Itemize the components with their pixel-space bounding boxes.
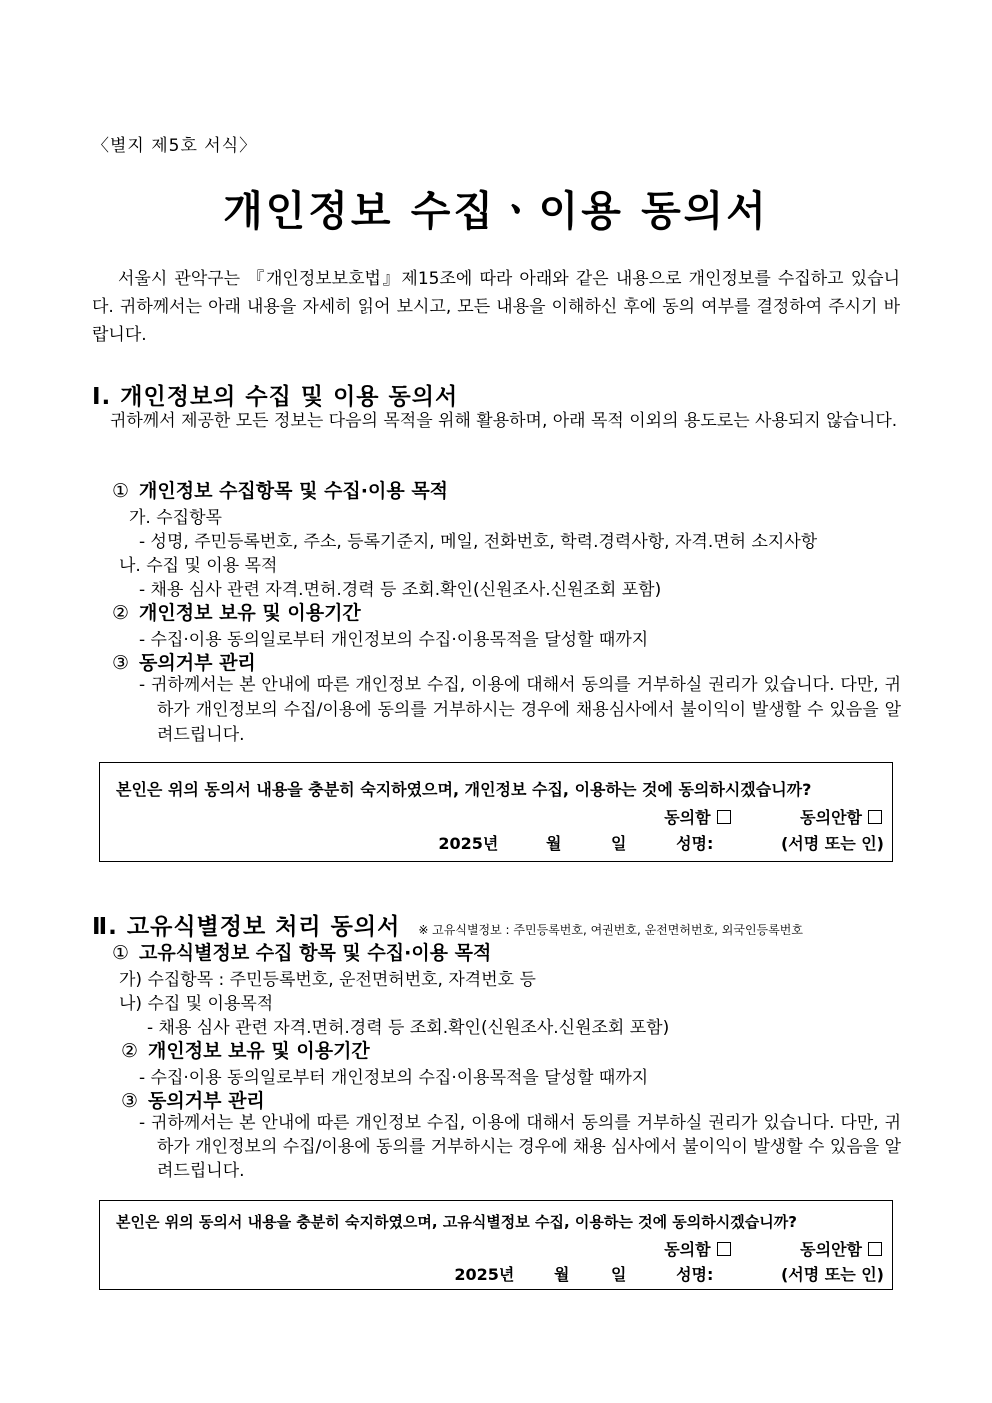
day-label: 일	[611, 834, 627, 853]
consent-options	[664, 805, 882, 828]
section1-sub3-item: - 귀하께서는 본 안내에 따른 개인정보 수집, 이용에 대해서 동의를 거부하실 권리가 있습니다. 다만, 귀하가 개인정보의 수집/이용에 동의를 거부하시는 경우에 채용심사에서 불이익이 발생할 수 있음을 알려드립니다.	[139, 675, 901, 745]
intro-text: 서울시 관악구는 『개인정보보호법』제15조에 따라 아래와 같은 내용으로 개인정보를 수집하고 있습니다. 귀하께서는 아래 내용을 자세히 읽어 보시고, 모든 내용을 이해하신 후에 동의 여부를 결정하여 주시기 바랍니다.	[92, 269, 900, 345]
year-label: 2025년	[454, 1265, 515, 1284]
section2-sub3-heading	[121, 1086, 265, 1113]
sign-note: (서명 또는 인)	[780, 834, 884, 853]
section1-a-item: - 성명, 주민등록번호, 주소, 등록기준지, 메일, 전화번호, 학력.경력사항, 자격.면허 소지사항	[139, 532, 818, 552]
disagree-option[interactable]	[800, 805, 882, 828]
disagree-option[interactable]	[800, 1237, 882, 1260]
section1-heading: Ⅰ. 개인정보의 수집 및 이용 동의서	[92, 384, 459, 410]
sub-title: 동의거부 관리	[139, 652, 256, 674]
sub-title: 개인정보 보유 및 이용기간	[139, 602, 361, 624]
section2-heading-row	[92, 908, 803, 941]
section1-b-item: - 채용 심사 관련 자격.면허.경력 등 조회.확인(신원조사.신원조회 포함)	[139, 580, 662, 600]
section1-sub3-heading	[112, 648, 256, 675]
document-title: 개인정보 수집ㆍ이용 동의서	[223, 187, 769, 235]
disagree-label: 동의안함	[800, 1240, 862, 1259]
form-label: 〈별지 제5호 서식〉	[92, 136, 258, 156]
consent-options	[664, 1237, 882, 1260]
month-label: 월	[553, 1265, 570, 1284]
circled-number: ①	[112, 480, 130, 502]
section2-sub2-item: - 수집·이용 동의일로부터 개인정보의 수집·이용목적을 달성할 때까지	[139, 1068, 649, 1088]
consent-box-1	[99, 762, 893, 862]
section1-sub1-heading	[112, 476, 448, 503]
agree-option[interactable]	[664, 1237, 730, 1260]
sign-label: 성명:	[676, 834, 714, 853]
section2-note: ※ 고유식별정보 : 주민등록번호, 여권번호, 운전면허번호, 외국인등록번호	[418, 923, 803, 937]
circled-number: ②	[121, 1040, 139, 1062]
section1-sub2-heading	[112, 598, 361, 625]
section2-sub3-item: - 귀하께서는 본 안내에 따른 개인정보 수집, 이용에 대해서 동의를 거부하실 권리가 있습니다. 다만, 귀하가 개인정보의 수집/이용에 동의를 거부하시는 경우에 채용 심사에서 불이익이 발생할 수 있음을 알려드립니다.	[139, 1113, 901, 1181]
month-label: 월	[545, 834, 562, 853]
agree-checkbox[interactable]	[717, 1242, 731, 1256]
consent-box-2	[99, 1200, 893, 1290]
agree-label: 동의함	[664, 1240, 711, 1259]
sub-title: 개인정보 수집항목 및 수집·이용 목적	[139, 480, 449, 502]
section2-sub2-heading	[121, 1036, 370, 1063]
circled-number: ②	[112, 602, 130, 624]
sub-title: 동의거부 관리	[148, 1090, 265, 1112]
consent-question: 본인은 위의 동의서 내용을 충분히 숙지하였으며, 개인정보 수집, 이용하는 것에 동의하시겠습니까?	[116, 780, 812, 799]
agree-option[interactable]	[664, 805, 730, 828]
year-label: 2025년	[438, 834, 499, 853]
section1-a-label: 가. 수집항목	[129, 508, 222, 528]
agree-checkbox[interactable]	[717, 810, 731, 824]
sign-label: 성명:	[676, 1265, 714, 1284]
consent-question: 본인은 위의 동의서 내용을 충분히 숙지하였으며, 고유식별정보 수집, 이용하는 것에 동의하시겠습니까?	[116, 1213, 797, 1231]
section2-a-label: 가) 수집항목 : 주민등록번호, 운전면허번호, 자격번호 등	[119, 970, 536, 990]
section1-description: 귀하께서 제공한 모든 정보는 다음의 목적을 위해 활용하며, 아래 목적 이외의 용도로는 사용되지 않습니다.	[110, 411, 898, 431]
sign-note: (서명 또는 인)	[780, 1265, 884, 1284]
consent-signature-row	[454, 1262, 884, 1285]
circled-number: ③	[121, 1090, 139, 1112]
circled-number: ③	[112, 652, 130, 674]
circled-number: ①	[112, 942, 130, 964]
sub-title: 개인정보 보유 및 이용기간	[148, 1040, 370, 1062]
section2-heading: Ⅱ. 고유식별정보 처리 동의서	[92, 914, 401, 940]
day-label: 일	[611, 1265, 627, 1284]
section2-b-item: - 채용 심사 관련 자격.면허.경력 등 조회.확인(신원조사.신원조회 포함)	[147, 1018, 670, 1038]
section2-sub1-heading	[112, 938, 491, 965]
agree-label: 동의함	[664, 808, 711, 827]
disagree-checkbox[interactable]	[868, 810, 882, 824]
section1-sub2-item: - 수집·이용 동의일로부터 개인정보의 수집·이용목적을 달성할 때까지	[139, 630, 649, 650]
consent-signature-row	[438, 831, 884, 854]
section1-b-label: 나. 수집 및 이용 목적	[119, 556, 278, 576]
intro-paragraph	[92, 265, 900, 349]
section2-b-label: 나) 수집 및 이용목적	[119, 994, 274, 1014]
disagree-label: 동의안함	[800, 808, 862, 827]
disagree-checkbox[interactable]	[868, 1242, 882, 1256]
sub-title: 고유식별정보 수집 항목 및 수집·이용 목적	[139, 942, 492, 964]
